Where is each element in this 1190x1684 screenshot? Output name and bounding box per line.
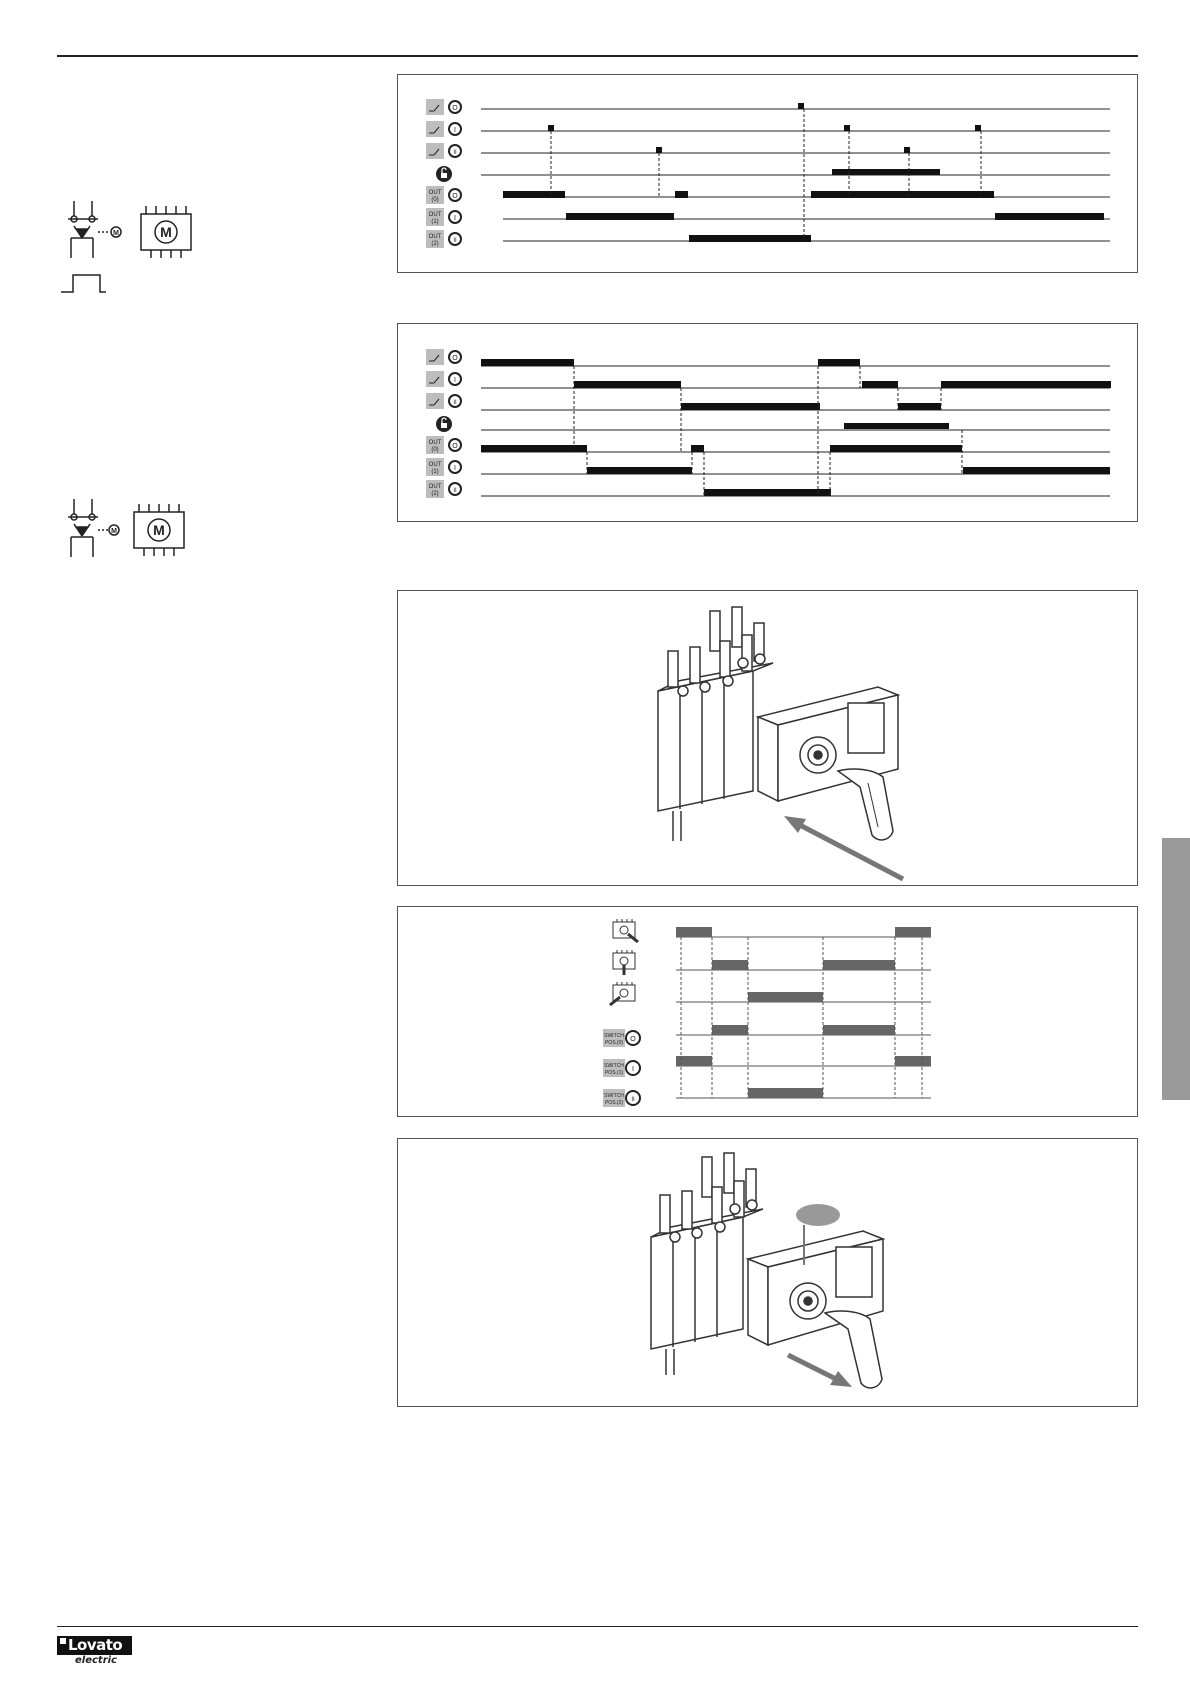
svg-text:OUT: OUT	[428, 190, 442, 196]
timing-diagram-maintained	[397, 323, 1138, 522]
svg-text:I: I	[454, 465, 456, 472]
switch-motor-pulse-icon	[56, 196, 206, 296]
svg-text:OUT: OUT	[428, 234, 442, 240]
svg-text:M: M	[113, 230, 119, 237]
lovato-logo	[57, 1636, 132, 1667]
motor-rotate-center-icon	[613, 950, 635, 975]
motor-rotate-right-icon	[610, 982, 635, 1005]
svg-text:O: O	[452, 355, 458, 362]
unlock-indicator	[796, 1204, 840, 1226]
svg-text:I: I	[454, 127, 456, 134]
svg-text:I: I	[454, 377, 456, 384]
svg-text:I: I	[632, 1066, 634, 1073]
svg-text:(0): (0)	[431, 447, 439, 453]
switch-motor-icon	[56, 497, 206, 563]
svg-text:(0): (0)	[431, 197, 439, 203]
label-switch-pos-2	[603, 1089, 641, 1107]
svg-text:SWITCH: SWITCH	[604, 1093, 624, 1099]
svg-text:OUT: OUT	[428, 440, 442, 446]
svg-text:(1): (1)	[431, 469, 439, 475]
svg-text:SWITCH: SWITCH	[604, 1063, 624, 1069]
svg-text:O: O	[452, 443, 458, 450]
svg-text:POS.(2): POS.(2)	[604, 1100, 624, 1106]
label-out-2	[426, 230, 462, 248]
label-input-0	[426, 99, 462, 115]
timing-diagram-pulse-svg	[398, 75, 1139, 274]
section-side-tab	[1162, 838, 1190, 1100]
label-input-1	[426, 371, 462, 387]
svg-text:M: M	[160, 224, 172, 240]
svg-text:O: O	[452, 105, 458, 112]
svg-text:II: II	[453, 400, 457, 406]
switch-drawing-1	[398, 591, 1139, 887]
logo-brand-text: Lovato	[68, 1636, 123, 1654]
timing-diagram-pulse	[397, 74, 1138, 273]
footer-rule	[57, 1626, 1138, 1627]
label-out-0	[426, 186, 462, 204]
svg-text:I: I	[454, 215, 456, 222]
svg-text:(1): (1)	[431, 219, 439, 225]
label-switch-pos-1	[603, 1059, 641, 1077]
header-rule	[57, 55, 1138, 57]
lock-icon	[436, 416, 452, 432]
timing-diagram-switch-positions	[397, 906, 1138, 1117]
label-input-2	[426, 143, 462, 159]
timing-diagram-switch-svg	[398, 907, 1139, 1118]
svg-text:M: M	[111, 528, 117, 535]
svg-text:(2): (2)	[431, 241, 439, 247]
svg-text:(2): (2)	[431, 491, 439, 497]
svg-text:SWITCH: SWITCH	[604, 1033, 624, 1039]
svg-text:O: O	[630, 1036, 636, 1043]
svg-text:POS.(1): POS.(1)	[604, 1070, 624, 1076]
svg-text:II: II	[453, 150, 457, 156]
svg-text:OUT: OUT	[428, 462, 442, 468]
svg-text:M: M	[153, 522, 165, 538]
svg-text:O: O	[452, 193, 458, 200]
motor-rotate-left-icon	[613, 919, 638, 942]
logo-sub-text: electric	[57, 1654, 132, 1667]
svg-text:II: II	[453, 238, 457, 244]
svg-text:OUT: OUT	[428, 484, 442, 490]
lock-icon	[436, 166, 452, 182]
label-out-2	[426, 480, 462, 498]
extraction-arrow	[788, 1355, 852, 1387]
svg-text:OUT: OUT	[428, 212, 442, 218]
label-input-2	[426, 393, 462, 409]
timing-diagram-maintained-svg	[398, 324, 1139, 523]
label-switch-pos-0	[603, 1029, 641, 1047]
label-out-1	[426, 208, 462, 226]
switch-illustration-manual-extraction	[397, 1138, 1138, 1407]
label-input-1	[426, 121, 462, 137]
label-out-1	[426, 458, 462, 476]
switch-drawing-2	[398, 1139, 1139, 1408]
svg-text:POS.(0): POS.(0)	[604, 1040, 624, 1046]
label-out-0	[426, 436, 462, 454]
svg-text:II: II	[631, 1097, 635, 1103]
label-input-0	[426, 349, 462, 365]
switch-illustration-manual-insertion	[397, 590, 1138, 886]
svg-text:II: II	[453, 488, 457, 494]
